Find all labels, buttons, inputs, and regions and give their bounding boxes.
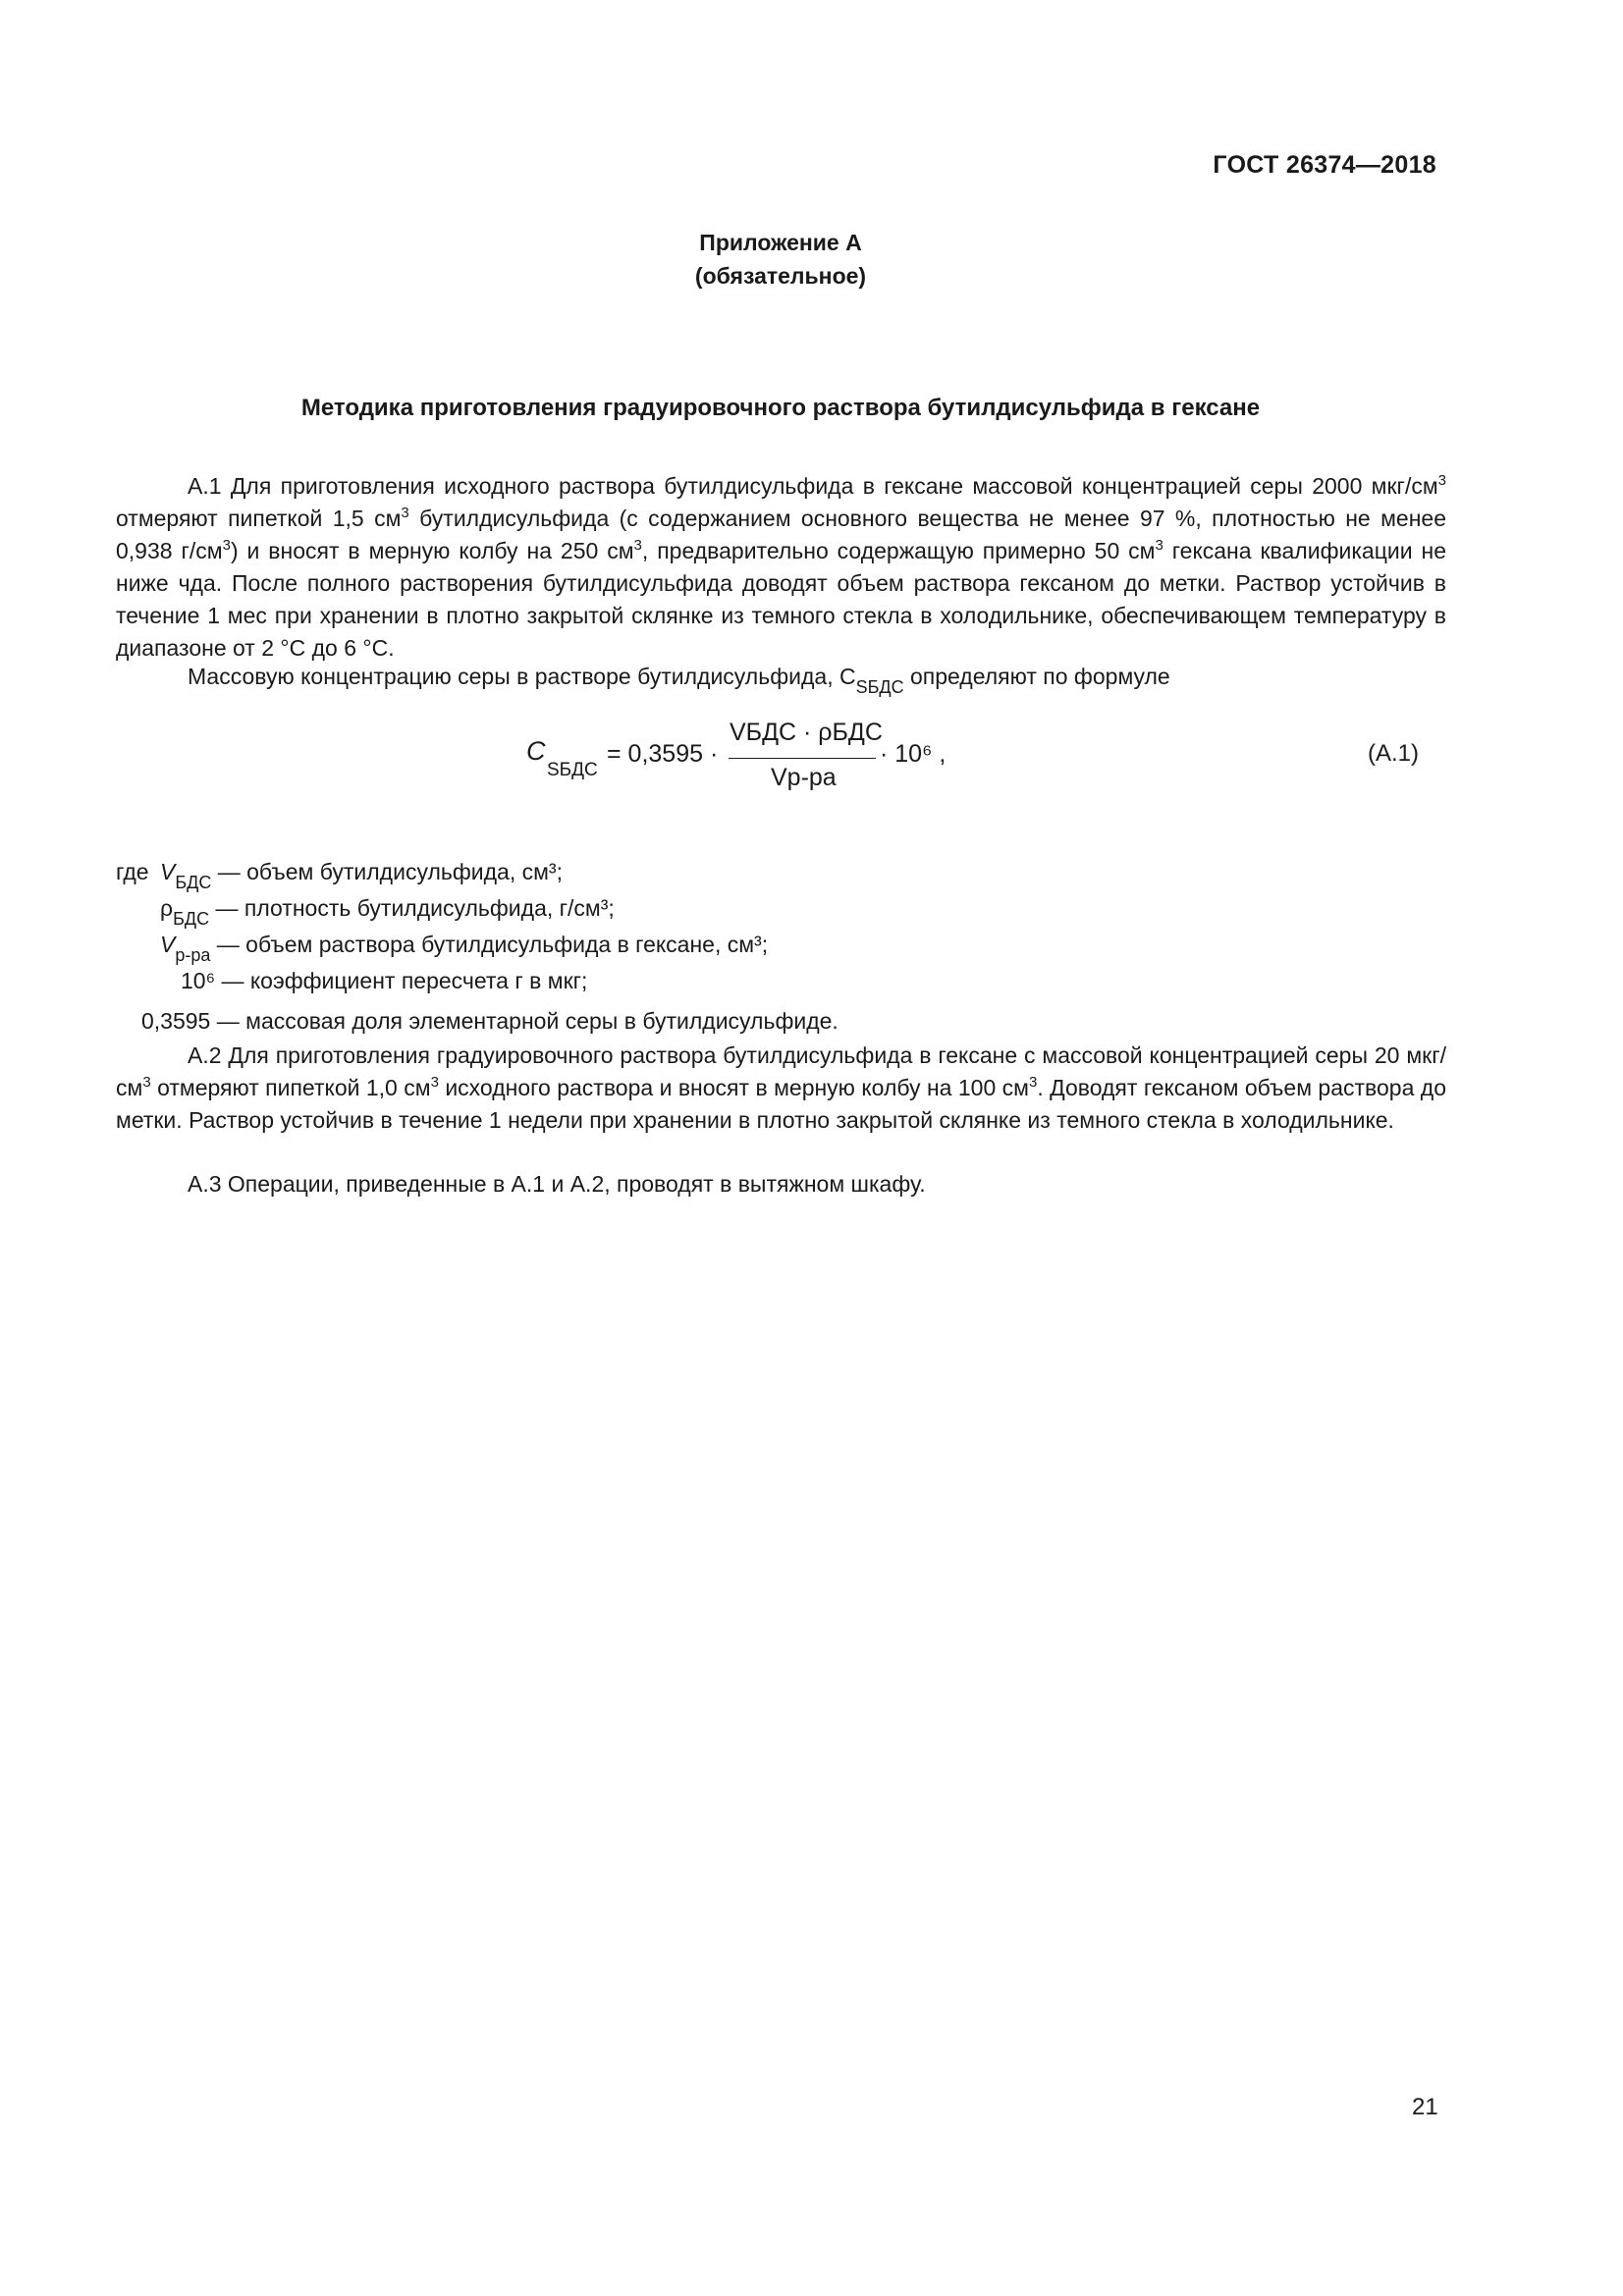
paragraph-mass-concentration — [116, 661, 1446, 697]
where-item — [181, 968, 587, 994]
sup: 3 — [430, 1074, 439, 1091]
where-symbol: V — [160, 859, 176, 884]
subscript: SБДС — [855, 677, 904, 697]
formula-subscript: SБДС — [547, 760, 598, 780]
where-text: — массовая доля элементарной серы в бутилдисульфиде. — [210, 1008, 839, 1034]
sup: 3 — [222, 537, 231, 554]
standard-designation: ГОСТ 26374—2018 — [1213, 151, 1436, 179]
formula-denominator: Vр-ра — [771, 764, 837, 791]
a2-text: . Доводят гексаном объем раствора до метки. Раствор устойчив в течение 1 недели при хранении в плотно закрытой склянке из темного стекла в холодильнике. — [116, 1075, 1446, 1133]
paragraph-a3: А.3 Операции, приведенные в А.1 и А.2, проводят в вытяжном шкафу. — [188, 1171, 926, 1197]
where-symbol: V — [160, 932, 176, 957]
a1-text: ) и вносят в мерную колбу на 250 см — [230, 538, 634, 563]
where-intro: где — [116, 859, 149, 884]
formula-coefficient: = 0,3595 · — [607, 740, 719, 768]
sup: 3 — [1028, 1074, 1038, 1091]
where-item — [160, 895, 615, 929]
sup: 3 — [633, 537, 642, 554]
formula-power: · 10⁶ , — [880, 740, 947, 768]
where-subscript: БДС — [175, 873, 212, 892]
where-text: — коэффициент пересчета г в мкг; — [215, 968, 588, 993]
sup: 3 — [401, 505, 409, 521]
formula-a1 — [0, 719, 1623, 807]
where-item — [141, 1008, 839, 1035]
formula-symbol-c: C — [526, 736, 546, 766]
where-text: — объем раствора бутилдисульфида в гексане, см³; — [210, 932, 769, 957]
where-subscript: БДС — [173, 909, 210, 929]
sup: 3 — [1437, 472, 1446, 489]
formula-number: (А.1) — [1368, 740, 1420, 767]
where-symbol: ρ — [160, 895, 174, 921]
annex-status: (обязательное) — [694, 263, 867, 289]
sup: 3 — [1155, 537, 1163, 554]
where-item — [160, 932, 769, 965]
page-number: 21 — [1412, 2094, 1438, 2120]
a1-text: , предварительно содержащую примерно 50 см — [641, 538, 1156, 563]
where-text: — объем бутилдисульфида, см³; — [211, 859, 563, 884]
mass-text: Массовую концентрацию серы в растворе бутилдисульфида, С — [188, 664, 856, 689]
a2-text: А.2 Для приготовления градуировочного раствора бутилдисульфида в гексане с массовой концентрацией серы 20 мкг/см — [116, 1042, 1446, 1100]
fraction-bar — [729, 758, 876, 759]
where-item — [160, 859, 563, 892]
a2-text: отмеряют пипеткой 1,0 см — [150, 1075, 431, 1100]
paragraph-a2 — [116, 1040, 1446, 1137]
sup: 3 — [142, 1074, 151, 1091]
where-symbol: 10⁶ — [181, 968, 216, 993]
a1-text: гексана квалификации не ниже чда. После полного растворения бутилдисульфида доводят объем раствора гексаном до метки. Раствор устойчив в течение 1 мес при хранении в плотно закрытой склянке из темного стекла в холодильнике, обеспечивающем температуру в диапазоне от 2 °С до 6 °С. — [116, 538, 1446, 661]
a1-text: бутилдисульфида (с содержанием основного вещества не менее 97 %, плотностью не менее 0,938 г/см — [116, 506, 1446, 563]
a1-text: отмеряют пипеткой 1,5 см — [116, 506, 402, 531]
formula-numerator: VБДС · ρБДС — [730, 719, 883, 746]
a2-text: исходного раствора и вносят в мерную колбу на 100 см — [438, 1075, 1029, 1100]
paragraph-a1 — [116, 470, 1446, 665]
where-text: — плотность бутилдисульфида, г/см³; — [209, 895, 615, 921]
mass-text: определяют по формуле — [903, 664, 1170, 689]
a1-text: А.1 Для приготовления исходного раствора бутилдисульфида в гексане массовой концентрацией серы 2000 мкг/см — [188, 473, 1438, 499]
section-title: Методика приготовления градуировочного раствора бутилдисульфида в гексане — [300, 395, 1261, 421]
where-symbol: 0,3595 — [141, 1008, 211, 1034]
annex-heading — [0, 226, 1561, 293]
annex-label: Приложение А — [699, 230, 862, 255]
where-subscript: р-ра — [175, 945, 211, 965]
